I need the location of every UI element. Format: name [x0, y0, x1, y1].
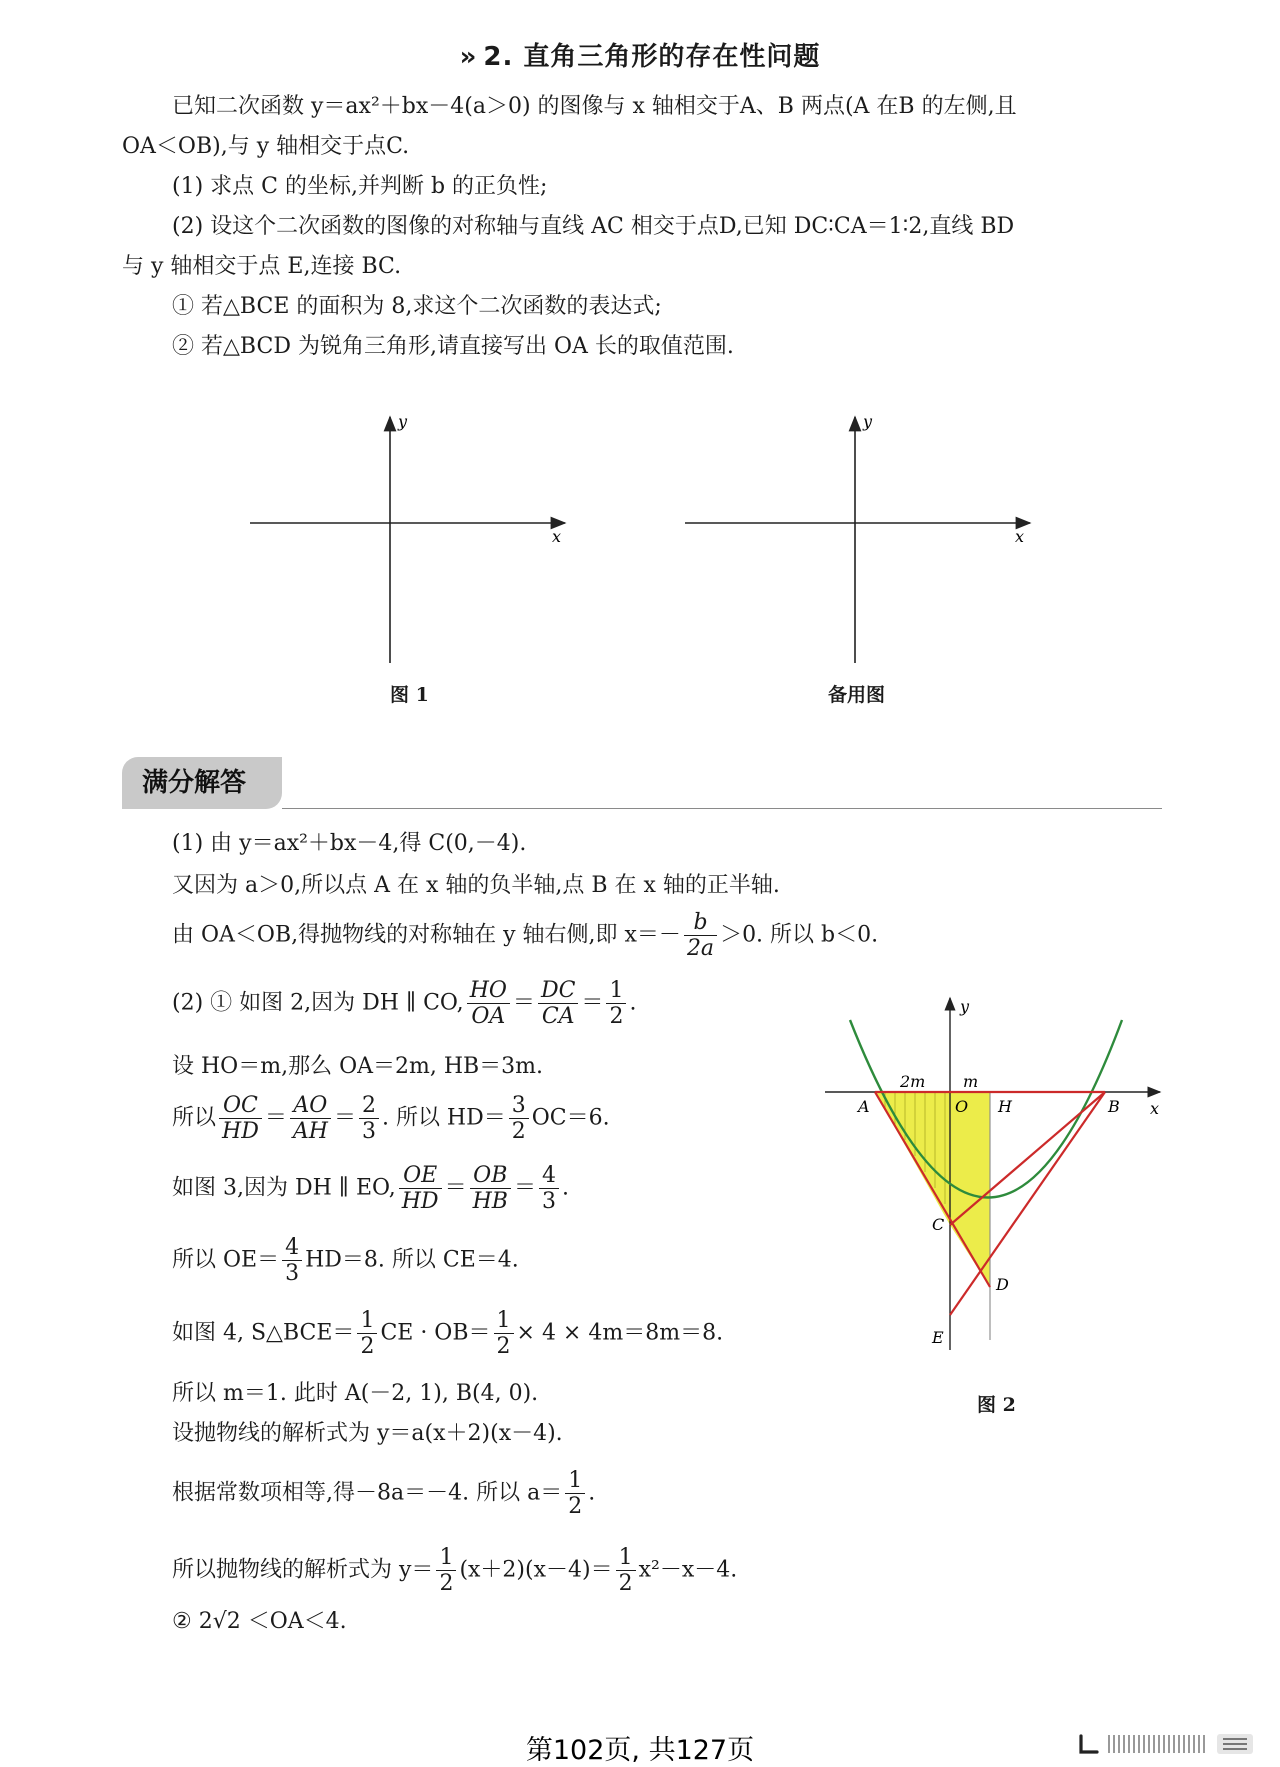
y-axis-label: y — [863, 412, 873, 431]
chevron-right-icon: » — [459, 42, 478, 72]
spare-figure-axes — [675, 405, 1035, 670]
problem-line-2: OA＜OB),与 y 轴相交于点C. — [122, 134, 410, 159]
point-E: E — [932, 1328, 944, 1347]
problem-line-1: 已知二次函数 y＝ax²＋bx－4(a＞0) 的图像与 x 轴相交于A、B 两点(A 在B 的左侧,且 — [172, 94, 1017, 119]
banner-rule — [282, 808, 1162, 809]
question-2-part-1: ① 若△BCE 的面积为 8,求这个二次函数的表达式; — [172, 294, 662, 319]
spare-figure-caption: 备用图 — [828, 684, 886, 706]
solution-line-9: 如图 4, S△BCE＝ $\frac{1}{2}$ CE · OB＝ $\frac{1}{2}$ × 4 × 4m＝8m＝8. — [172, 1308, 724, 1359]
solution-line-14: ② 2√2 ＜OA＜4. — [172, 1609, 347, 1634]
question-2-cont: 与 y 轴相交于点 E,连接 BC. — [122, 254, 402, 279]
page-footer: 第102页, 共127页 — [525, 1735, 755, 1766]
figure-1-caption: 图 1 — [390, 684, 429, 706]
thumbnail-strip-icon[interactable] — [1109, 1735, 1204, 1753]
y-axis-label: y — [398, 412, 408, 431]
point-A: A — [858, 1097, 870, 1116]
point-C: C — [932, 1215, 945, 1234]
point-H: H — [998, 1097, 1012, 1116]
solution-line-8: 所以 OE＝ $\frac{4}{3}$ HD＝8. 所以 CE＝4. — [172, 1235, 519, 1286]
solution-line-2: 又因为 a＞0,所以点 A 在 x 轴的负半轴,点 B 在 x 轴的正半轴. — [172, 873, 780, 898]
solution-line-7: 如图 3,因为 DH ∥ EO, $\frac{OE}{HD}$ ＝ $\frac{OB}{HB}$ ＝ $\frac{4}{3}$ . — [172, 1163, 569, 1214]
x-axis-label: x — [552, 527, 562, 546]
menu-icon[interactable] — [1217, 1734, 1253, 1754]
label-m: m — [963, 1072, 979, 1091]
point-O: O — [955, 1097, 969, 1116]
x-axis-label: x — [1150, 1099, 1160, 1118]
solution-line-12: 根据常数项相等,得－8a＝－4. 所以 a＝ $\frac{1}{2}$ . — [172, 1468, 596, 1519]
figure-2-caption: 图 2 — [977, 1394, 1016, 1416]
x-axis-label: x — [1015, 527, 1025, 546]
solution-line-3: 由 OA＜OB,得抛物线的对称轴在 y 轴右侧,即 x＝－ $\frac{b}{2a}$ ＞0. 所以 b＜0. — [172, 910, 879, 961]
question-1: (1) 求点 C 的坐标,并判断 b 的正负性; — [172, 174, 548, 199]
figure-1-axes — [240, 405, 580, 670]
solution-line-6: 所以 $\frac{OC}{HD}$ ＝ $\frac{AO}{AH}$ ＝ $\frac{2}{3}$ . 所以 HD＝ $\frac{3}{2}$ OC＝6. — [172, 1093, 610, 1144]
full-solution-banner: 满分解答 — [122, 757, 282, 809]
solution-line-4: (2) ① 如图 2,因为 DH ∥ CO, $\frac{HO}{OA}$ ＝ $\frac{DC}{CA}$ ＝ $\frac{1}{2}$ . — [172, 978, 637, 1029]
label-2m: 2m — [900, 1072, 926, 1091]
point-B: B — [1108, 1097, 1120, 1116]
solution-line-11: 设抛物线的解析式为 y＝a(x＋2)(x－4). — [172, 1421, 563, 1446]
reader-toolbar[interactable] — [1075, 1730, 1260, 1758]
section-title: » 2. 直角三角形的存在性问题 — [459, 42, 821, 72]
point-D: D — [996, 1275, 1009, 1294]
question-2: (2) 设这个二次函数的图像的对称轴与直线 AC 相交于点D,已知 DC∶CA＝1∶2,直线 BD — [172, 214, 1015, 239]
solution-line-1: (1) 由 y＝ax²＋bx－4,得 C(0,－4). — [172, 831, 527, 856]
y-axis-label: y — [960, 997, 970, 1016]
fullscreen-icon[interactable] — [1081, 1736, 1097, 1752]
fraction: $\frac{b}{2a}$ — [684, 910, 717, 961]
solution-line-10: 所以 m＝1. 此时 A(－2, 1), B(4, 0). — [172, 1381, 539, 1406]
figure-2 — [820, 990, 1170, 1410]
solution-line-5: 设 HO＝m,那么 OA＝2m, HB＝3m. — [172, 1054, 544, 1079]
solution-line-13: 所以抛物线的解析式为 y＝ $\frac{1}{2}$ (x＋2)(x－4)＝ $\frac{1}{2}$ x²－x－4. — [172, 1545, 738, 1596]
question-2-part-2: ② 若△BCD 为锐角三角形,请直接写出 OA 长的取值范围. — [172, 334, 734, 359]
